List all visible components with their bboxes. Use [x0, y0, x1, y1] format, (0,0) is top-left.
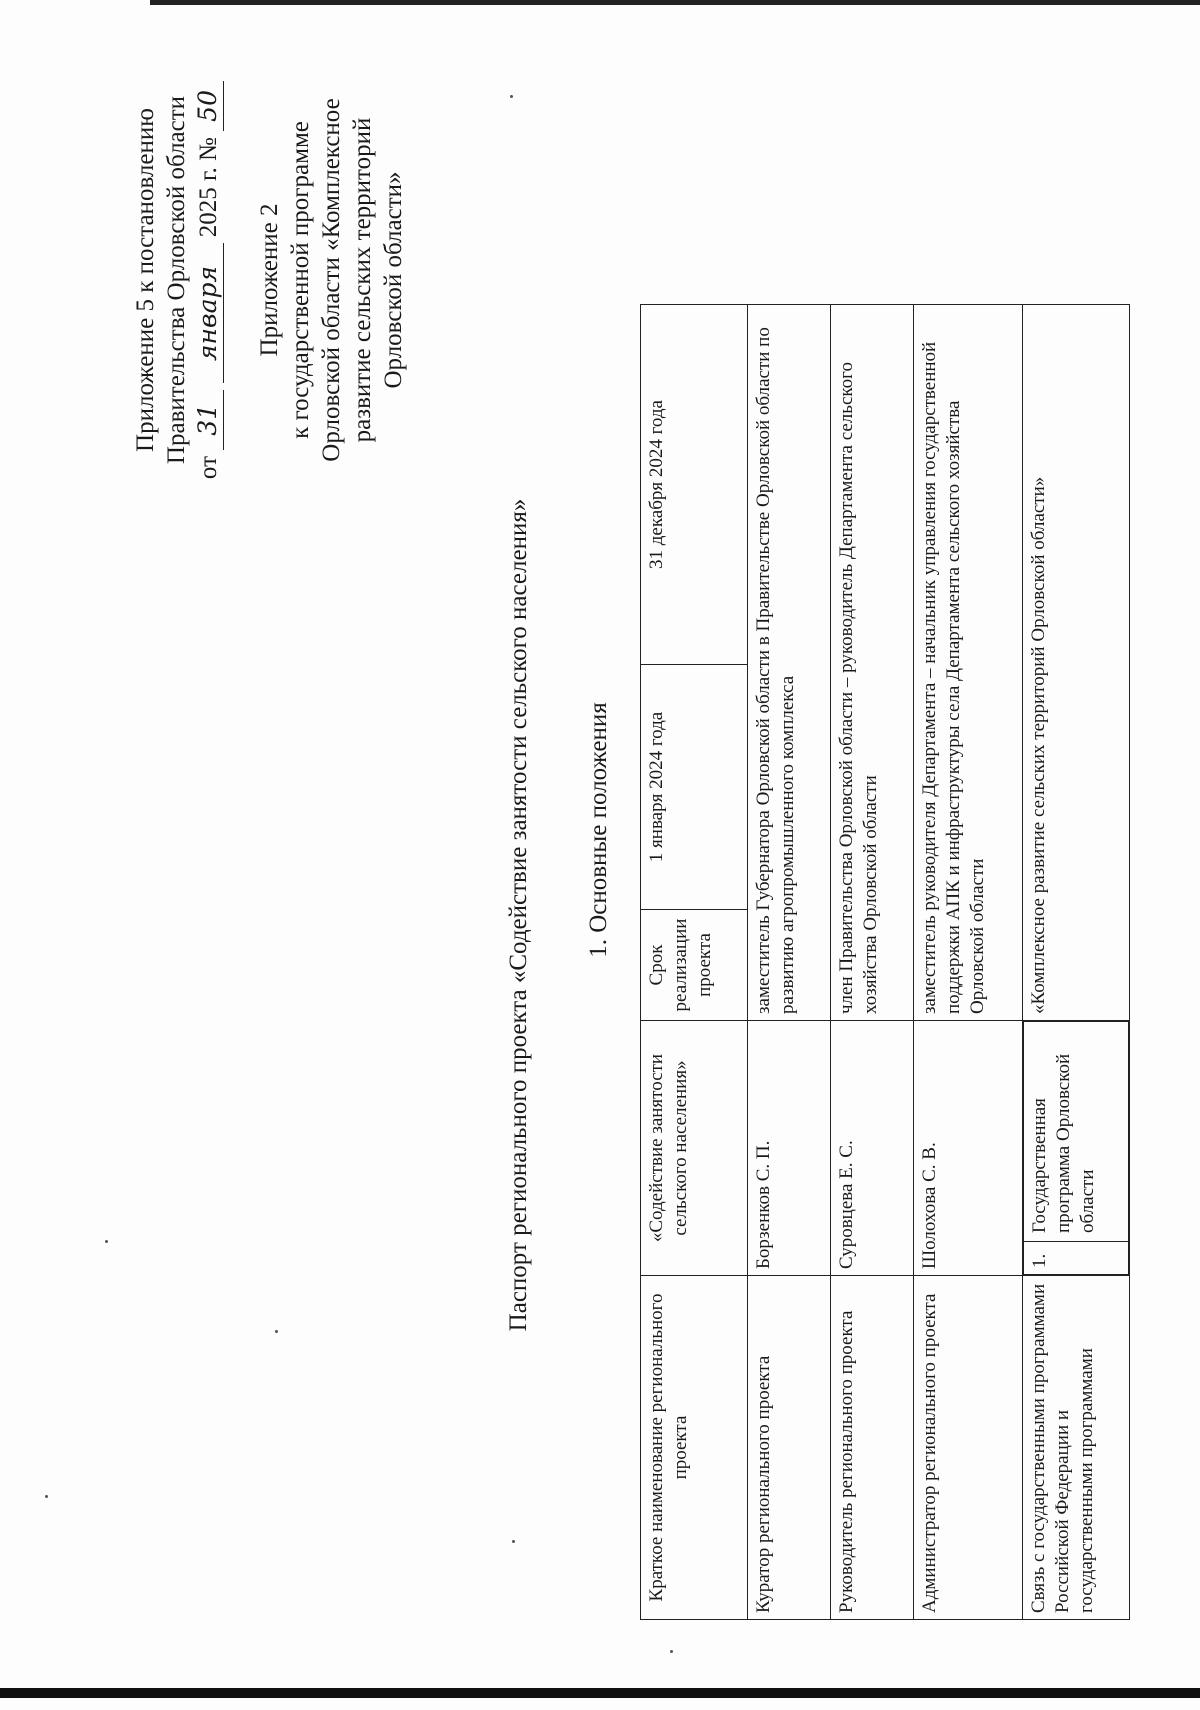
leader-label: Руководитель регионального проекта	[831, 1276, 914, 1620]
appendix-line-1: к государственной программе	[287, 121, 314, 439]
appendix-line-2: Орловской области «Комплексное	[318, 98, 345, 462]
table-row	[1023, 305, 1130, 1620]
table-row	[748, 305, 831, 1620]
term-end: 31 декабря 2024 года	[641, 305, 748, 665]
leader-position: член Правительства Орловской области – руководитель Департамента сельского хозяйства Орловской области	[831, 305, 914, 1021]
appendix-title: Приложение 2	[256, 203, 283, 357]
decree-year: 2025 г. №	[195, 137, 222, 238]
link-program-name: «Комплексное развитие сельских территорий Орловской области»	[1023, 305, 1130, 1021]
decree-number: 50	[192, 81, 224, 131]
table-row	[914, 305, 1023, 1620]
short-name-value: «Содействие занятости сельского населения»	[641, 1021, 748, 1276]
term-label: Срок реализации проекта	[641, 910, 748, 1021]
curator-label: Куратор регионального проекта	[748, 1276, 831, 1620]
admin-name: Шолохова С. В.	[914, 1021, 1023, 1276]
short-name-label: Краткое наименование регионального проекта	[641, 1276, 748, 1620]
decree-from-prefix: от	[195, 455, 222, 480]
decree-date-line	[192, 30, 224, 530]
table-row	[831, 305, 914, 1620]
decree-header	[130, 30, 409, 530]
curator-position: заместитель Губернатора Орловской области в Правительстве Орловской области по развитию агропромышленного комплекса	[748, 305, 831, 1021]
table-row	[641, 305, 748, 1620]
link-program-type: Государственная программа Орловской области	[1024, 1022, 1129, 1242]
passport-table	[640, 304, 1130, 1620]
admin-label: Администратор регионального проекта	[914, 1276, 1023, 1620]
decree-month: января	[192, 243, 224, 383]
decree-day: 31	[192, 390, 224, 450]
link-label: Связь с государственными программами Российской Федерации и государственными программами	[1023, 1276, 1130, 1620]
decree-line-1: Приложение 5 к постановлению	[132, 108, 159, 452]
decree-line-2: Правительства Орловской области	[163, 95, 190, 465]
leader-name: Суровцева Е. С.	[831, 1021, 914, 1276]
document-title: Паспорт регионального проекта «Содействие занятости сельского населения»	[505, 498, 532, 1332]
link-program-cell	[1023, 1021, 1130, 1276]
link-number: 1.	[1024, 1242, 1129, 1275]
appendix-line-4: Орловской области»	[380, 171, 407, 389]
admin-position: заместитель руководителя Департамента – начальник управления государственной поддержки АПК и инфраструктуры села Департамента сельского хозяйства Орловской области	[914, 305, 1023, 1021]
curator-name: Борзенков С. П.	[748, 1021, 831, 1276]
term-start: 1 января 2024 года	[641, 665, 748, 910]
section-title: 1. Основные положения	[585, 702, 612, 958]
appendix-line-3: развитие сельских территорий	[349, 117, 376, 443]
